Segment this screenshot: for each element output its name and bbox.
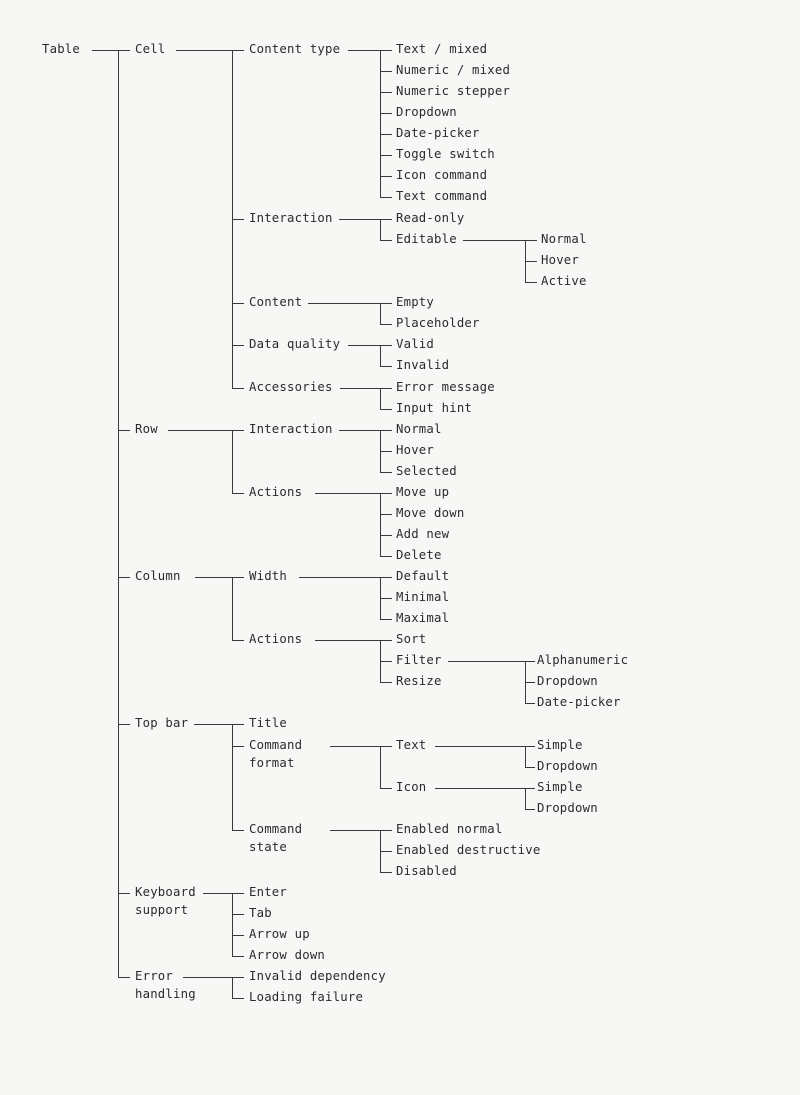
connector-leaf: [380, 472, 392, 473]
connector-leaf: [380, 240, 392, 241]
connector-rowactions-to-leaves: [315, 493, 380, 494]
connector-leaf: [380, 366, 392, 367]
connector-leaf: [380, 197, 392, 198]
leaf-editable-normal: Normal: [541, 232, 587, 246]
connector-leaf: [232, 893, 244, 894]
node-command-state: [249, 821, 302, 856]
connector-leaf: [380, 851, 392, 852]
leaf-text-dropdown: Dropdown: [537, 759, 598, 773]
trunk-topbar-children: [232, 724, 233, 830]
connector-leaf: [380, 682, 392, 683]
leaf-valid: Valid: [396, 337, 435, 351]
leaf-icon-dropdown: Dropdown: [537, 801, 598, 815]
leaf-invalid: Invalid: [396, 358, 450, 372]
leaf-error-message: Error message: [396, 380, 495, 394]
trunk-row-children: [232, 430, 233, 493]
connector-cell-content: [232, 303, 244, 304]
leaf-numeric-mixed: Numeric / mixed: [396, 63, 511, 77]
leaf-numeric-stepper: Numeric stepper: [396, 84, 511, 98]
leaf-enabled-destructive: Enabled destructive: [396, 843, 541, 857]
connector-topbar-to-children: [194, 724, 232, 725]
node-column-width: Width: [249, 569, 288, 583]
connector-trunk-topbar: [118, 724, 130, 725]
leaf-editable-active: Active: [541, 274, 587, 288]
node-error-handling-line1: Error: [135, 969, 174, 983]
connector-row-interaction: [232, 430, 244, 431]
leaf-icon-command: Icon command: [396, 168, 488, 182]
connector-leaf: [380, 514, 392, 515]
leaf-filter-dropdown: Dropdown: [537, 674, 598, 688]
connector-cell-dataquality: [232, 345, 244, 346]
leaf-width-default: Default: [396, 569, 450, 583]
node-filter: Filter: [396, 653, 442, 667]
connector-leaf: [380, 92, 392, 93]
leaf-toggle-switch: Toggle switch: [396, 147, 495, 161]
connector-leaf: [525, 767, 535, 768]
connector-column-width: [232, 577, 244, 578]
connector-commandformat-to-children: [330, 746, 380, 747]
node-keyboard-support-line1: Keyboard: [135, 885, 196, 899]
connector-width-to-leaves: [299, 577, 380, 578]
node-row-interaction: Interaction: [249, 422, 333, 436]
node-command-format-line1: Command: [249, 738, 303, 752]
node-command-state-line1: Command: [249, 822, 303, 836]
connector-text-to-leaves: [435, 746, 525, 747]
connector-leaf: [380, 176, 392, 177]
connector-leaf: [380, 577, 392, 578]
leaf-date-picker: Date-picker: [396, 126, 480, 140]
leaf-filter-alphanumeric: Alphanumeric: [537, 653, 629, 667]
leaf-delete: Delete: [396, 548, 442, 562]
connector-editable-to-states: [463, 240, 525, 241]
leaf-read-only: Read-only: [396, 211, 465, 225]
connector-leaf: [380, 535, 392, 536]
connector-leaf: [380, 493, 392, 494]
connector-leaf: [380, 451, 392, 452]
leaf-disabled: Disabled: [396, 864, 457, 878]
node-top-bar: Top bar: [135, 716, 189, 730]
connector-row-actions: [232, 493, 244, 494]
leaf-key-tab: Tab: [249, 906, 272, 920]
node-error-handling: [135, 968, 196, 1003]
connector-content-to-leaves: [308, 303, 380, 304]
node-row: Row: [135, 422, 158, 436]
node-cell-content: Content: [249, 295, 303, 309]
leaf-key-arrow-down: Arrow down: [249, 948, 326, 962]
connector-trunk-error: [118, 977, 130, 978]
leaf-input-hint: Input hint: [396, 401, 473, 415]
connector-rowinteraction-to-leaves: [339, 430, 380, 431]
connector-leaf: [380, 155, 392, 156]
connector-contenttype-to-leaves: [348, 50, 380, 51]
connector-leaf: [232, 956, 244, 957]
leaf-width-maximal: Maximal: [396, 611, 450, 625]
connector-leaf: [380, 640, 392, 641]
connector-cell-to-children: [176, 50, 232, 51]
node-column-actions: Actions: [249, 632, 303, 646]
trunk-contenttype-leaves: [380, 50, 381, 197]
connector-leaf: [232, 935, 244, 936]
connector-leaf: [525, 282, 537, 283]
connector-leaf: [380, 388, 392, 389]
node-keyboard-support-line2: support: [135, 902, 189, 917]
leaf-loading-failure: Loading failure: [249, 990, 364, 1004]
trunk-text-leaves: [525, 746, 526, 767]
connector-trunk-cell: [118, 50, 130, 51]
connector-leaf: [380, 219, 392, 220]
leaf-text-mixed: Text / mixed: [396, 42, 488, 56]
connector-leaf: [380, 409, 392, 410]
node-accessories: Accessories: [249, 380, 333, 394]
connector-trunk-column: [118, 577, 130, 578]
connector-leaf: [380, 661, 392, 662]
connector-leaf: [380, 71, 392, 72]
connector-leaf: [525, 661, 535, 662]
connector-leaf: [232, 977, 244, 978]
node-column: Column: [135, 569, 181, 583]
connector-cell-contenttype: [232, 50, 244, 51]
node-cell: Cell: [135, 42, 166, 56]
connector-leaf: [232, 998, 244, 999]
connector-leaf: [380, 872, 392, 873]
node-editable: Editable: [396, 232, 457, 246]
connector-leaf: [380, 324, 392, 325]
trunk-rowactions-leaves: [380, 493, 381, 556]
connector-leaf: [380, 345, 392, 346]
connector-keyboard-to-children: [203, 893, 232, 894]
leaf-row-selected: Selected: [396, 464, 457, 478]
node-command-format: [249, 737, 302, 772]
connector-root-to-level2: [92, 50, 118, 51]
connector-icon-to-leaves: [435, 788, 525, 789]
connector-cell-interaction: [232, 219, 244, 220]
leaf-icon-simple: Simple: [537, 780, 583, 794]
trunk-content-leaves: [380, 303, 381, 324]
leaf-filter-date-picker: Date-picker: [537, 695, 621, 709]
connector-topbar-commandstate: [232, 830, 244, 831]
connector-dataquality-to-leaves: [348, 345, 380, 346]
connector-topbar-title: [232, 724, 244, 725]
connector-leaf: [380, 113, 392, 114]
connector-commandstate-to-leaves: [330, 830, 380, 831]
leaf-row-hover: Hover: [396, 443, 435, 457]
connector-leaf: [380, 830, 392, 831]
node-command-format-icon: Icon: [396, 780, 427, 794]
leaf-text-command: Text command: [396, 189, 488, 203]
node-keyboard-support: [135, 884, 196, 919]
connector-accessories-to-leaves: [340, 388, 380, 389]
connector-trunk-row: [118, 430, 130, 431]
connector-leaf: [380, 50, 392, 51]
leaf-text-simple: Simple: [537, 738, 583, 752]
node-content-type: Content type: [249, 42, 341, 56]
connector-cellinteraction-to-leaves: [339, 219, 380, 220]
connector-error-to-children: [183, 977, 232, 978]
connector-leaf: [525, 261, 537, 262]
connector-row-to-children: [168, 430, 232, 431]
connector-leaf: [380, 788, 392, 789]
connector-filter-to-leaves: [448, 661, 525, 662]
leaf-invalid-dependency: Invalid dependency: [249, 969, 386, 983]
connector-leaf: [525, 682, 535, 683]
leaf-placeholder: Placeholder: [396, 316, 480, 330]
trunk-error-children: [232, 977, 233, 998]
leaf-add-new: Add new: [396, 527, 450, 541]
connector-leaf: [380, 556, 392, 557]
leaf-empty: Empty: [396, 295, 435, 309]
connector-column-actions: [232, 640, 244, 641]
connector-leaf: [525, 788, 535, 789]
node-command-format-text: Text: [396, 738, 427, 752]
trunk-icon-leaves: [525, 788, 526, 809]
leaf-key-arrow-up: Arrow up: [249, 927, 310, 941]
trunk-keyboard-children: [232, 893, 233, 956]
leaf-topbar-title: Title: [249, 716, 288, 730]
connector-trunk-keyboard: [118, 893, 130, 894]
connector-leaf: [380, 303, 392, 304]
leaf-key-enter: Enter: [249, 885, 288, 899]
trunk-commandformat-children: [380, 746, 381, 788]
connector-leaf: [525, 703, 535, 704]
node-table-root: Table: [42, 42, 81, 56]
leaf-move-down: Move down: [396, 506, 465, 520]
connector-column-to-children: [195, 577, 232, 578]
connector-leaf: [525, 809, 535, 810]
leaf-move-up: Move up: [396, 485, 450, 499]
connector-leaf: [525, 240, 537, 241]
connector-leaf: [232, 914, 244, 915]
leaf-width-minimal: Minimal: [396, 590, 450, 604]
leaf-editable-hover: Hover: [541, 253, 580, 267]
node-command-format-line2: format: [249, 755, 295, 770]
node-error-handling-line2: handling: [135, 986, 196, 1001]
trunk-column-children: [232, 577, 233, 640]
node-row-actions: Actions: [249, 485, 303, 499]
leaf-sort: Sort: [396, 632, 427, 646]
trunk-level2: [118, 50, 119, 977]
trunk-cellinteraction-leaves: [380, 219, 381, 240]
connector-columnactions-to-leaves: [315, 640, 380, 641]
trunk-dataquality-leaves: [380, 345, 381, 366]
leaf-enabled-normal: Enabled normal: [396, 822, 503, 836]
connector-cell-accessories: [232, 388, 244, 389]
connector-leaf: [380, 746, 392, 747]
leaf-row-normal: Normal: [396, 422, 442, 436]
trunk-accessories-leaves: [380, 388, 381, 409]
connector-leaf: [380, 598, 392, 599]
node-cell-interaction: Interaction: [249, 211, 333, 225]
connector-leaf: [380, 619, 392, 620]
connector-topbar-commandformat: [232, 746, 244, 747]
connector-leaf: [380, 430, 392, 431]
leaf-dropdown: Dropdown: [396, 105, 457, 119]
leaf-resize: Resize: [396, 674, 442, 688]
connector-leaf: [525, 746, 535, 747]
node-data-quality: Data quality: [249, 337, 341, 351]
node-command-state-line2: state: [249, 839, 288, 854]
connector-leaf: [380, 134, 392, 135]
